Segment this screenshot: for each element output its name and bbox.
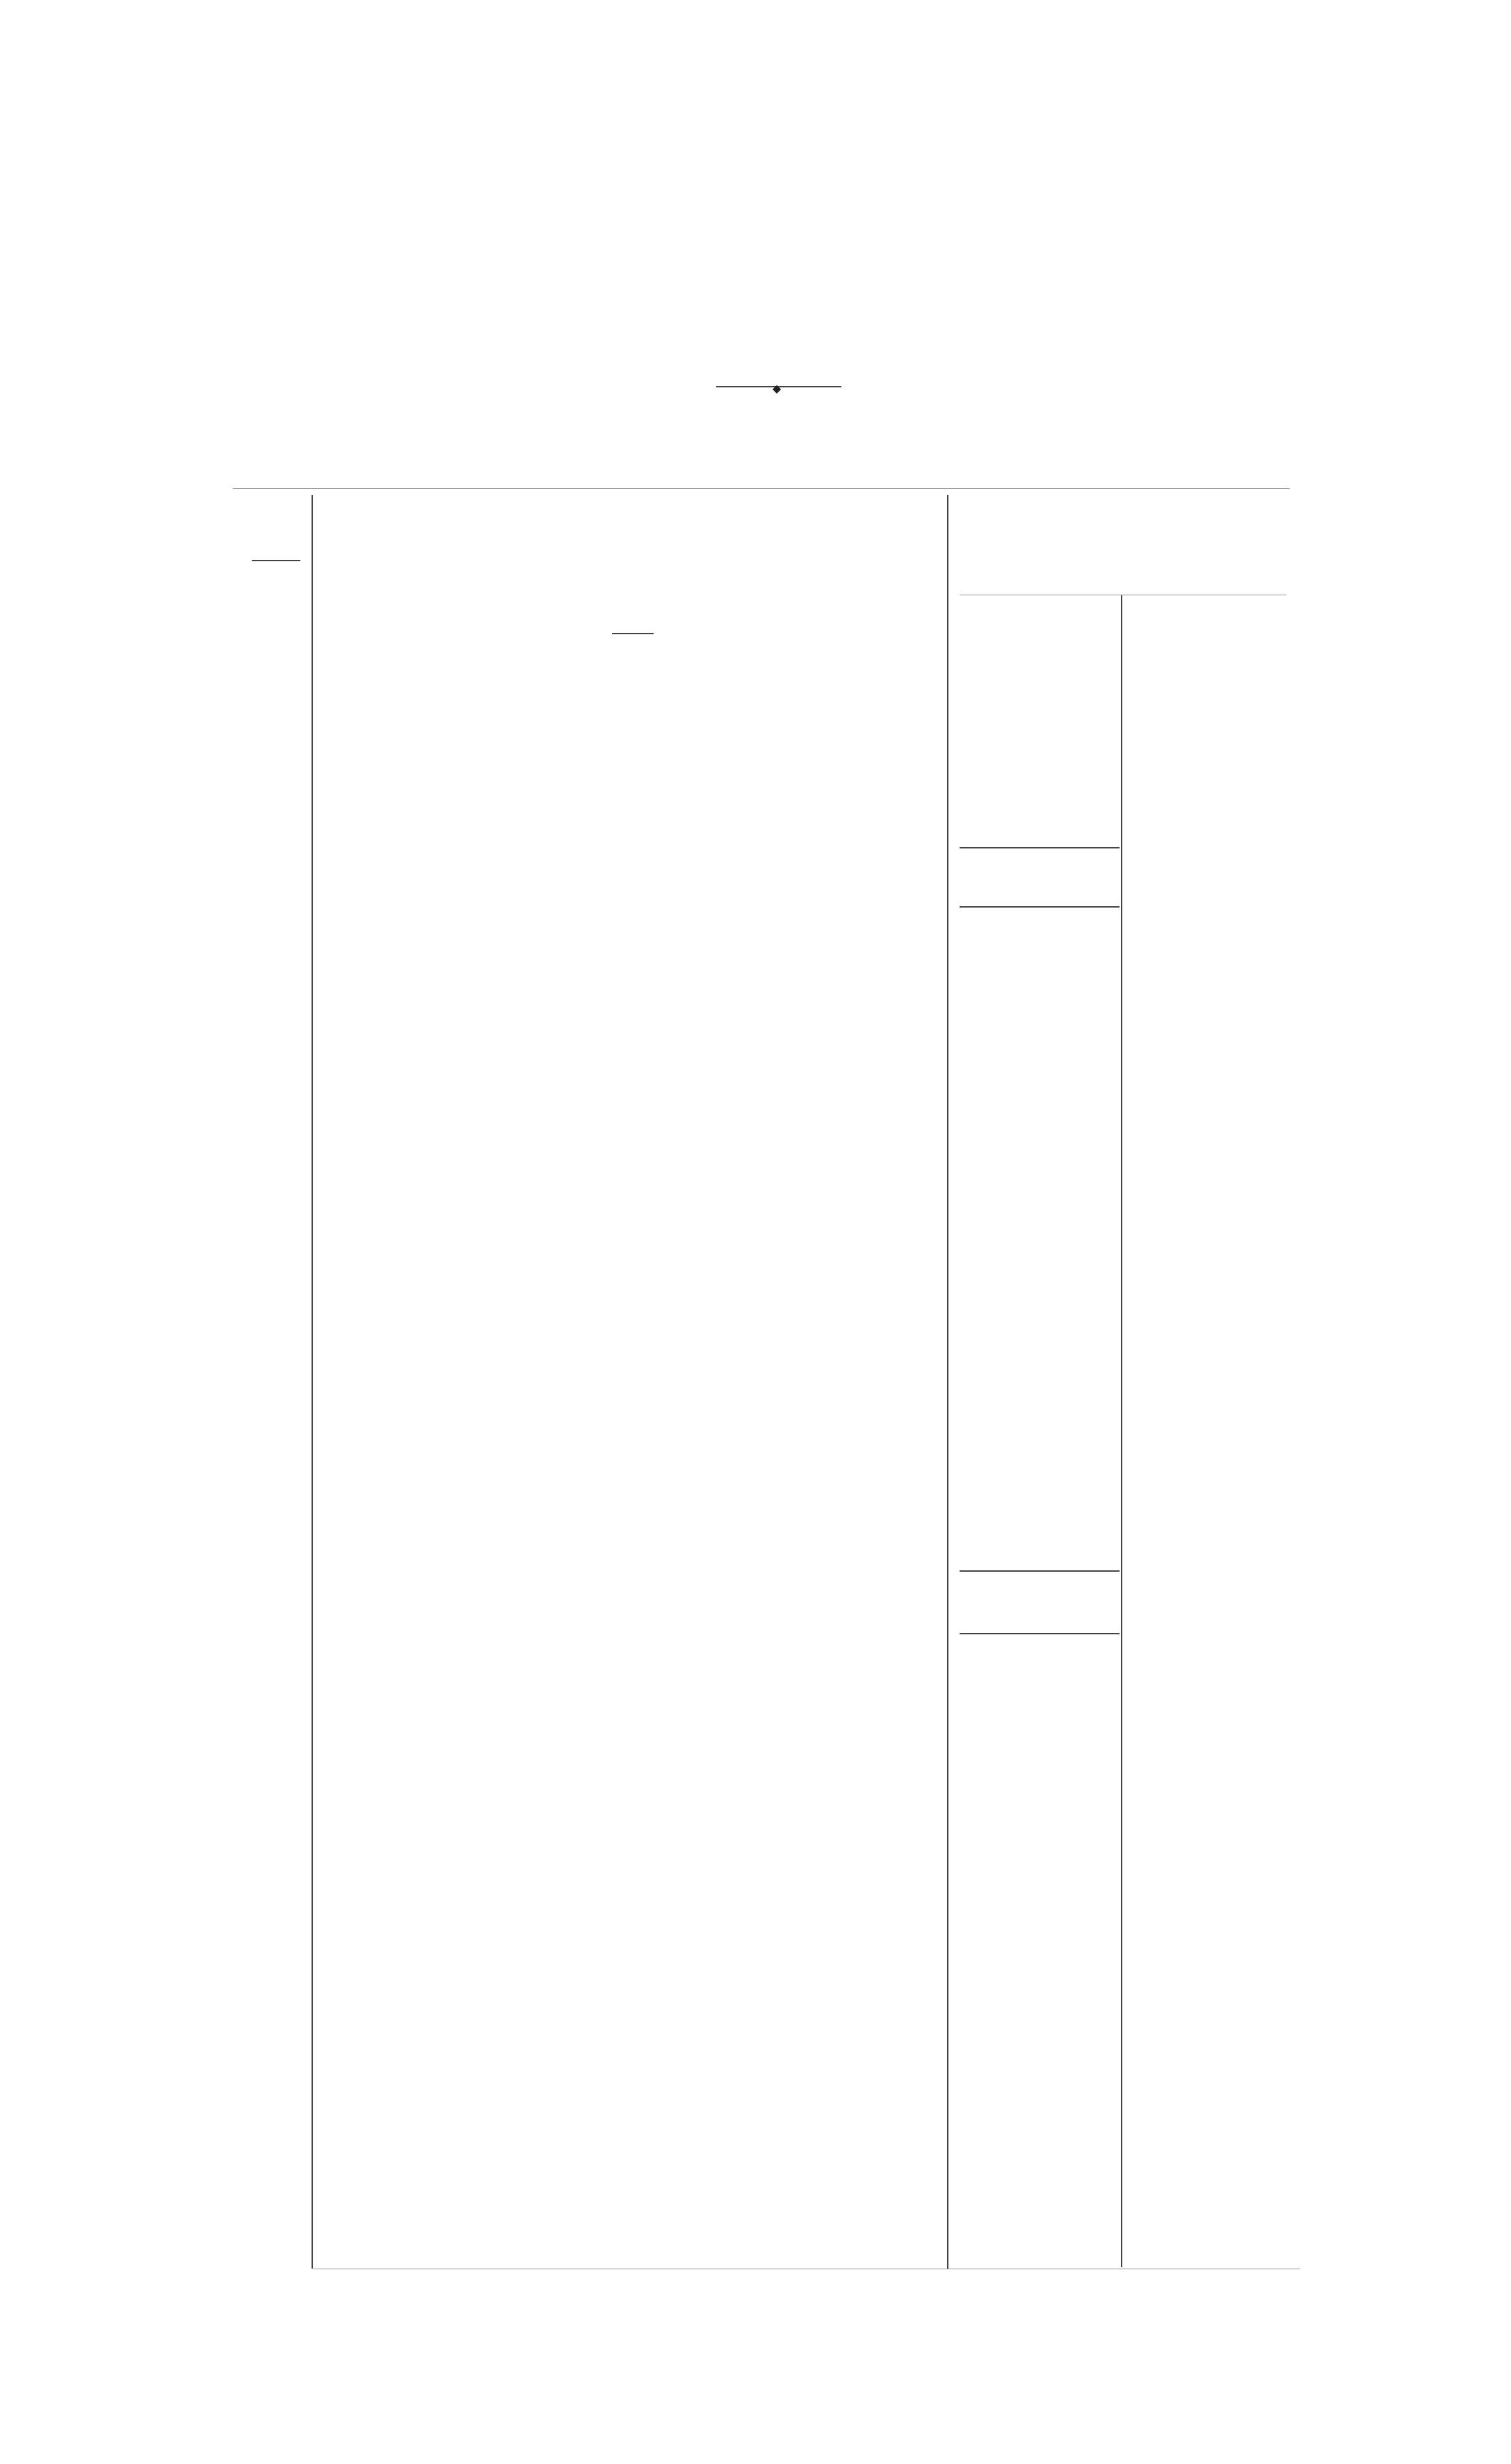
description-column-rule (947, 495, 948, 2269)
ornament-diamond: ◆ (773, 382, 782, 395)
amount-column-rule (1121, 595, 1122, 2267)
native-land-row (0, 2199, 1511, 2230)
revenue-total-row (0, 1608, 1511, 1638)
permanent-subtotal-row (0, 864, 1511, 894)
description-header-dash (612, 633, 654, 634)
annual-subtotal-row (0, 1579, 1511, 1609)
permanent-subtotal-rule (960, 847, 1120, 848)
page-header-rule (252, 560, 300, 561)
table-top-rule (233, 488, 1290, 489)
page-column-rule (312, 495, 313, 2269)
annual-subtotal-rule (960, 1570, 1120, 1572)
permanent-subtotal-rule-below (960, 906, 1120, 908)
